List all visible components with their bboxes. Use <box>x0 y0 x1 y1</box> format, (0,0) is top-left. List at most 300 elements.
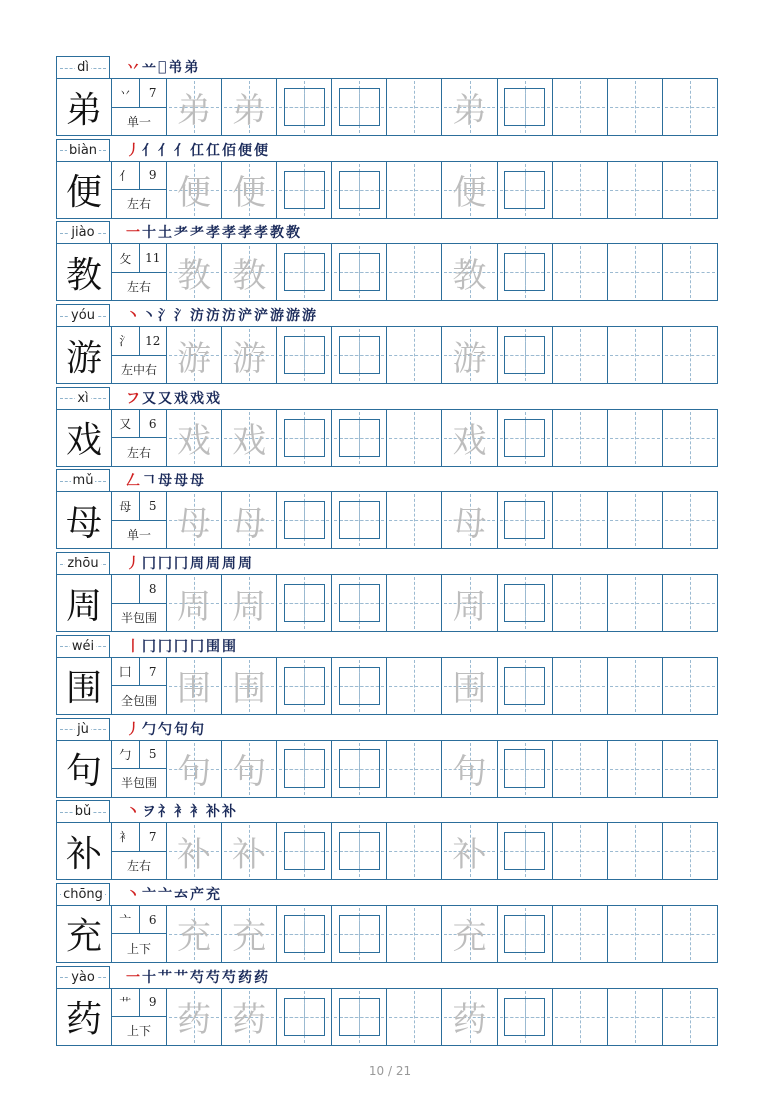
stroke-count: 12 <box>145 333 161 348</box>
inner-box <box>284 419 325 457</box>
inner-box <box>284 584 325 622</box>
radical: 艹 <box>112 989 140 1017</box>
stroke-step: 便 <box>254 142 268 159</box>
writing-cell[interactable] <box>553 741 608 797</box>
writing-cell[interactable] <box>277 492 332 548</box>
stroke-order <box>126 883 220 905</box>
writing-cell[interactable] <box>608 244 663 300</box>
writing-cell[interactable] <box>663 989 717 1045</box>
writing-cell[interactable] <box>277 327 332 383</box>
inner-box <box>284 832 325 870</box>
writing-cell[interactable] <box>663 327 717 383</box>
writing-cell[interactable] <box>663 244 717 300</box>
stroke-count: 7 <box>148 664 157 679</box>
trace-cell[interactable] <box>222 906 277 962</box>
inner-box <box>284 915 325 953</box>
stroke-step: 浐 <box>254 308 268 325</box>
structure: 左右 <box>126 280 151 295</box>
radical: 亻 <box>112 162 140 190</box>
writing-cell[interactable] <box>332 989 387 1045</box>
trace-cell[interactable] <box>222 492 277 548</box>
inner-box <box>339 584 380 622</box>
stroke-step: 充 <box>206 886 220 903</box>
writing-grid <box>56 243 718 301</box>
char-info <box>112 79 167 135</box>
radical: 攵 <box>112 244 140 272</box>
writing-cell[interactable] <box>332 410 387 466</box>
writing-grid <box>56 740 718 798</box>
stroke-step: 一 <box>126 969 140 986</box>
writing-cell[interactable] <box>498 492 553 548</box>
writing-cell[interactable] <box>608 741 663 797</box>
writing-cell[interactable] <box>332 741 387 797</box>
trace-cell[interactable] <box>167 906 222 962</box>
structure: 全包围 <box>120 693 157 708</box>
pinyin-box <box>56 552 110 574</box>
char-row <box>56 221 718 304</box>
inner-box <box>339 336 380 374</box>
stroke-step: 弚 <box>168 60 183 76</box>
writing-cell[interactable] <box>553 906 608 962</box>
pinyin-box <box>56 718 110 740</box>
writing-cell[interactable] <box>553 658 608 714</box>
char-row <box>56 552 718 635</box>
writing-cell[interactable] <box>387 410 442 466</box>
trace-character: 教 <box>177 255 212 296</box>
radical: 母 <box>112 492 140 520</box>
writing-cell[interactable] <box>498 906 553 962</box>
trace-cell[interactable] <box>222 79 277 135</box>
stroke-step: 耂 <box>190 225 204 242</box>
writing-cell[interactable] <box>387 575 442 631</box>
stroke-count: 6 <box>148 912 157 927</box>
trace-cell[interactable] <box>167 823 222 879</box>
writing-cell[interactable] <box>553 989 608 1045</box>
writing-cell[interactable] <box>608 79 663 135</box>
writing-cell[interactable] <box>332 162 387 218</box>
writing-grid <box>56 409 718 467</box>
stroke-step: 戏 <box>206 390 220 407</box>
writing-cell[interactable] <box>553 492 608 548</box>
writing-cell[interactable] <box>387 906 442 962</box>
writing-grid <box>56 491 718 549</box>
inner-box <box>284 998 325 1036</box>
stroke-count: 7 <box>148 829 157 844</box>
writing-cell[interactable] <box>387 79 442 135</box>
stroke-step: 十 <box>142 969 156 986</box>
writing-cell[interactable] <box>387 741 442 797</box>
stroke-step: 母 <box>190 473 204 490</box>
stroke-step: 丶 <box>126 886 140 903</box>
trace-cell[interactable] <box>222 741 277 797</box>
writing-cell[interactable] <box>553 823 608 879</box>
stroke-order <box>126 221 300 243</box>
pinyin-box <box>56 304 110 326</box>
writing-cell[interactable] <box>608 823 663 879</box>
writing-cell[interactable] <box>663 906 717 962</box>
writing-cell[interactable] <box>277 244 332 300</box>
char-row <box>56 800 718 883</box>
inner-box <box>339 171 380 209</box>
writing-cell[interactable] <box>498 575 553 631</box>
stroke-order <box>126 304 316 326</box>
writing-cell[interactable] <box>498 823 553 879</box>
writing-cell[interactable] <box>332 79 387 135</box>
trace-character: 充 <box>452 917 487 958</box>
writing-cell[interactable] <box>663 823 717 879</box>
stroke-step: 周 <box>238 556 252 573</box>
model-character: 母 <box>57 492 112 548</box>
trace-character: 句 <box>232 752 267 792</box>
model-character: 戏 <box>57 410 112 466</box>
inner-box <box>504 832 545 870</box>
inner-box <box>339 749 380 787</box>
practice-sheet <box>56 56 718 1048</box>
stroke-step: 芍 <box>190 969 204 986</box>
char-row <box>56 635 718 718</box>
trace-character: 充 <box>177 917 212 958</box>
trace-cell[interactable] <box>167 492 222 548</box>
writing-cell[interactable] <box>277 906 332 962</box>
writing-cell[interactable] <box>277 658 332 714</box>
trace-cell[interactable] <box>167 989 222 1045</box>
writing-cell[interactable] <box>553 410 608 466</box>
trace-character: 补 <box>452 834 487 875</box>
trace-cell[interactable] <box>222 823 277 879</box>
char-row <box>56 469 718 552</box>
stroke-step: 丿 <box>126 556 140 573</box>
model-character: 周 <box>57 575 112 631</box>
stroke-step: 弟 <box>184 60 199 76</box>
pinyin-box <box>56 883 110 905</box>
structure: 半包围 <box>120 610 157 625</box>
trace-cell[interactable] <box>442 741 497 797</box>
pinyin-box <box>56 635 110 657</box>
trace-cell[interactable] <box>442 244 497 300</box>
stroke-step: 丨 <box>126 638 140 655</box>
writing-cell[interactable] <box>387 658 442 714</box>
pinyin-box <box>56 221 110 243</box>
trace-cell[interactable] <box>167 575 222 631</box>
pinyin-text: dì <box>77 60 89 75</box>
writing-cell[interactable] <box>553 327 608 383</box>
stroke-step: 冂 <box>190 638 204 655</box>
structure: 左中右 <box>120 362 157 377</box>
stroke-step: 又 <box>158 390 172 407</box>
model-character: 补 <box>57 823 112 879</box>
radical: 囗 <box>112 658 140 686</box>
writing-cell[interactable] <box>553 244 608 300</box>
trace-character: 戏 <box>232 421 267 462</box>
writing-cell[interactable] <box>332 492 387 548</box>
stroke-step: 冂 <box>142 556 156 573</box>
stroke-step: 氵 <box>174 308 188 325</box>
inner-box <box>504 253 545 291</box>
radical: 又 <box>112 410 140 438</box>
pinyin-text: yào <box>71 969 95 985</box>
trace-character: 教 <box>452 255 487 296</box>
stroke-step: 丶 <box>142 308 156 325</box>
structure: 单一 <box>126 114 151 129</box>
stroke-step: 补 <box>222 804 236 821</box>
radical: 丷 <box>112 79 140 107</box>
model-character: 句 <box>57 741 112 797</box>
trace-character: 教 <box>232 255 267 296</box>
writing-cell[interactable] <box>608 906 663 962</box>
writing-cell[interactable] <box>608 492 663 548</box>
stroke-order <box>126 469 204 491</box>
stroke-step: 孝 <box>206 225 220 242</box>
trace-cell[interactable] <box>442 823 497 879</box>
char-info <box>112 658 167 714</box>
pinyin-text: jiào <box>71 225 95 241</box>
stroke-step: 教 <box>270 225 284 242</box>
writing-cell[interactable] <box>608 989 663 1045</box>
writing-cell[interactable] <box>663 575 717 631</box>
trace-cell[interactable] <box>222 658 277 714</box>
writing-cell[interactable] <box>553 79 608 135</box>
page-number: 10 / 21 <box>368 1064 412 1078</box>
stroke-order <box>126 800 236 822</box>
writing-cell[interactable] <box>387 327 442 383</box>
trace-cell[interactable] <box>442 410 497 466</box>
char-row <box>56 883 718 966</box>
model-character: 围 <box>57 658 112 714</box>
stroke-step: 围 <box>206 638 220 655</box>
stroke-step: 母 <box>174 473 188 490</box>
writing-cell[interactable] <box>608 162 663 218</box>
radical: 氵 <box>112 327 140 355</box>
writing-cell[interactable] <box>663 79 717 135</box>
writing-cell[interactable] <box>277 989 332 1045</box>
trace-cell[interactable] <box>442 989 497 1045</box>
trace-character: 弟 <box>452 90 487 131</box>
inner-box <box>284 88 325 126</box>
writing-cell[interactable] <box>332 575 387 631</box>
writing-cell[interactable] <box>277 741 332 797</box>
stroke-step: 丶 <box>126 804 140 821</box>
structure: 上下 <box>126 941 151 956</box>
inner-box <box>339 915 380 953</box>
writing-cell[interactable] <box>663 162 717 218</box>
stroke-order <box>126 139 268 161</box>
writing-cell[interactable] <box>608 575 663 631</box>
trace-cell[interactable] <box>222 410 277 466</box>
stroke-step: 补 <box>206 804 220 821</box>
pinyin-text: bǔ <box>74 804 92 820</box>
writing-cell[interactable] <box>498 162 553 218</box>
inner-box <box>504 419 545 457</box>
pinyin-text: chōng <box>63 886 103 902</box>
radical: 衤 <box>112 823 140 851</box>
writing-cell[interactable] <box>498 410 553 466</box>
char-row <box>56 718 718 801</box>
inner-box <box>339 88 380 126</box>
stroke-step: 孝 <box>222 225 236 242</box>
trace-cell[interactable] <box>167 741 222 797</box>
inner-box <box>504 88 545 126</box>
trace-cell[interactable] <box>442 162 497 218</box>
stroke-count: 6 <box>148 416 157 431</box>
trace-cell[interactable] <box>167 162 222 218</box>
stroke-step: 艹 <box>174 969 188 986</box>
pinyin-text: mǔ <box>72 473 94 489</box>
stroke-step: 丿 <box>126 142 140 159</box>
trace-cell[interactable] <box>222 327 277 383</box>
trace-character: 补 <box>232 834 267 875</box>
model-character: 充 <box>57 906 112 962</box>
stroke-count: 7 <box>148 85 157 100</box>
writing-grid <box>56 574 718 632</box>
model-character: 游 <box>57 327 112 383</box>
writing-cell[interactable] <box>387 989 442 1045</box>
writing-cell[interactable] <box>498 79 553 135</box>
writing-cell[interactable] <box>498 244 553 300</box>
trace-cell[interactable] <box>442 79 497 135</box>
writing-cell[interactable] <box>663 492 717 548</box>
trace-cell[interactable] <box>442 906 497 962</box>
structure: 上下 <box>126 1024 151 1039</box>
pinyin-box <box>56 139 110 161</box>
stroke-step: 汸 <box>190 308 204 325</box>
trace-character: 戏 <box>177 421 212 462</box>
writing-cell[interactable] <box>277 575 332 631</box>
writing-grid <box>56 326 718 384</box>
stroke-step: 母 <box>158 473 172 490</box>
structure: 左右 <box>126 445 151 460</box>
trace-cell[interactable] <box>442 658 497 714</box>
stroke-count: 5 <box>148 747 157 762</box>
inner-box <box>504 584 545 622</box>
trace-cell[interactable] <box>222 575 277 631</box>
inner-box <box>284 253 325 291</box>
writing-cell[interactable] <box>608 410 663 466</box>
trace-cell[interactable] <box>167 79 222 135</box>
trace-cell[interactable] <box>442 492 497 548</box>
stroke-count: 11 <box>145 251 161 266</box>
inner-box <box>284 336 325 374</box>
inner-box <box>504 667 545 705</box>
stroke-step: 周 <box>190 556 204 573</box>
trace-character: 游 <box>177 338 212 379</box>
stroke-step: 周 <box>222 556 236 573</box>
writing-cell[interactable] <box>498 658 553 714</box>
stroke-step: 仜 <box>206 142 220 159</box>
writing-cell[interactable] <box>663 410 717 466</box>
stroke-step: 𠃍 <box>142 473 156 490</box>
stroke-step: 又 <box>142 390 156 407</box>
writing-cell[interactable] <box>553 162 608 218</box>
writing-cell[interactable] <box>553 575 608 631</box>
trace-cell[interactable] <box>167 658 222 714</box>
stroke-step: 教 <box>286 225 300 242</box>
stroke-step: 亻 <box>142 142 156 159</box>
trace-cell[interactable] <box>442 327 497 383</box>
char-info <box>112 741 167 797</box>
writing-grid <box>56 657 718 715</box>
writing-cell[interactable] <box>663 741 717 797</box>
writing-cell[interactable] <box>332 658 387 714</box>
trace-cell[interactable] <box>222 162 277 218</box>
stroke-step: 浐 <box>238 308 252 325</box>
inner-box <box>504 915 545 953</box>
char-info <box>112 492 167 548</box>
char-info <box>112 823 167 879</box>
trace-character: 母 <box>452 503 487 544</box>
radical: 亠 <box>112 906 140 934</box>
writing-cell[interactable] <box>277 79 332 135</box>
trace-character: 充 <box>232 917 267 958</box>
writing-cell[interactable] <box>608 658 663 714</box>
model-character: 教 <box>57 244 112 300</box>
trace-cell[interactable] <box>167 410 222 466</box>
writing-cell[interactable] <box>498 327 553 383</box>
char-row <box>56 139 718 222</box>
writing-cell[interactable] <box>332 244 387 300</box>
trace-character: 周 <box>452 586 487 627</box>
writing-cell[interactable] <box>498 741 553 797</box>
char-row <box>56 966 718 1049</box>
stroke-step: 亠 <box>158 886 172 903</box>
pinyin-text: yóu <box>71 308 95 324</box>
writing-cell[interactable] <box>663 658 717 714</box>
stroke-step: 衤 <box>190 804 204 821</box>
writing-cell[interactable] <box>332 327 387 383</box>
structure: 单一 <box>126 528 151 543</box>
stroke-step: 丿 <box>126 721 140 738</box>
trace-cell[interactable] <box>222 989 277 1045</box>
stroke-step: 土 <box>158 225 172 242</box>
writing-cell[interactable] <box>387 244 442 300</box>
writing-cell[interactable] <box>387 823 442 879</box>
writing-cell[interactable] <box>498 989 553 1045</box>
stroke-count: 8 <box>148 581 157 596</box>
writing-cell[interactable] <box>277 410 332 466</box>
writing-cell[interactable] <box>608 327 663 383</box>
writing-cell[interactable] <box>387 492 442 548</box>
writing-cell[interactable] <box>332 823 387 879</box>
stroke-order <box>126 387 220 409</box>
trace-character: 围 <box>232 669 267 710</box>
model-character: 便 <box>57 162 112 218</box>
stroke-step: 𫠓 <box>158 59 167 75</box>
writing-cell[interactable] <box>387 162 442 218</box>
char-info <box>112 327 167 383</box>
stroke-step: 芍 <box>206 969 220 986</box>
stroke-count: 9 <box>148 995 157 1010</box>
stroke-step: 游 <box>270 308 284 325</box>
trace-cell[interactable] <box>167 327 222 383</box>
stroke-step: 戏 <box>174 390 188 407</box>
writing-cell[interactable] <box>277 823 332 879</box>
stroke-step: 亻 <box>174 142 188 159</box>
writing-cell[interactable] <box>277 162 332 218</box>
stroke-step: 汸 <box>206 308 220 325</box>
stroke-step: 勺 <box>158 721 172 738</box>
writing-cell[interactable] <box>332 906 387 962</box>
trace-cell[interactable] <box>442 575 497 631</box>
trace-cell[interactable] <box>222 244 277 300</box>
pinyin-box <box>56 800 110 822</box>
trace-cell[interactable] <box>167 244 222 300</box>
char-row <box>56 304 718 387</box>
trace-character: 游 <box>452 338 487 379</box>
char-info <box>112 244 167 300</box>
char-info <box>112 906 167 962</box>
stroke-step: 产 <box>190 886 204 903</box>
writing-grid <box>56 822 718 880</box>
inner-box <box>504 998 545 1036</box>
